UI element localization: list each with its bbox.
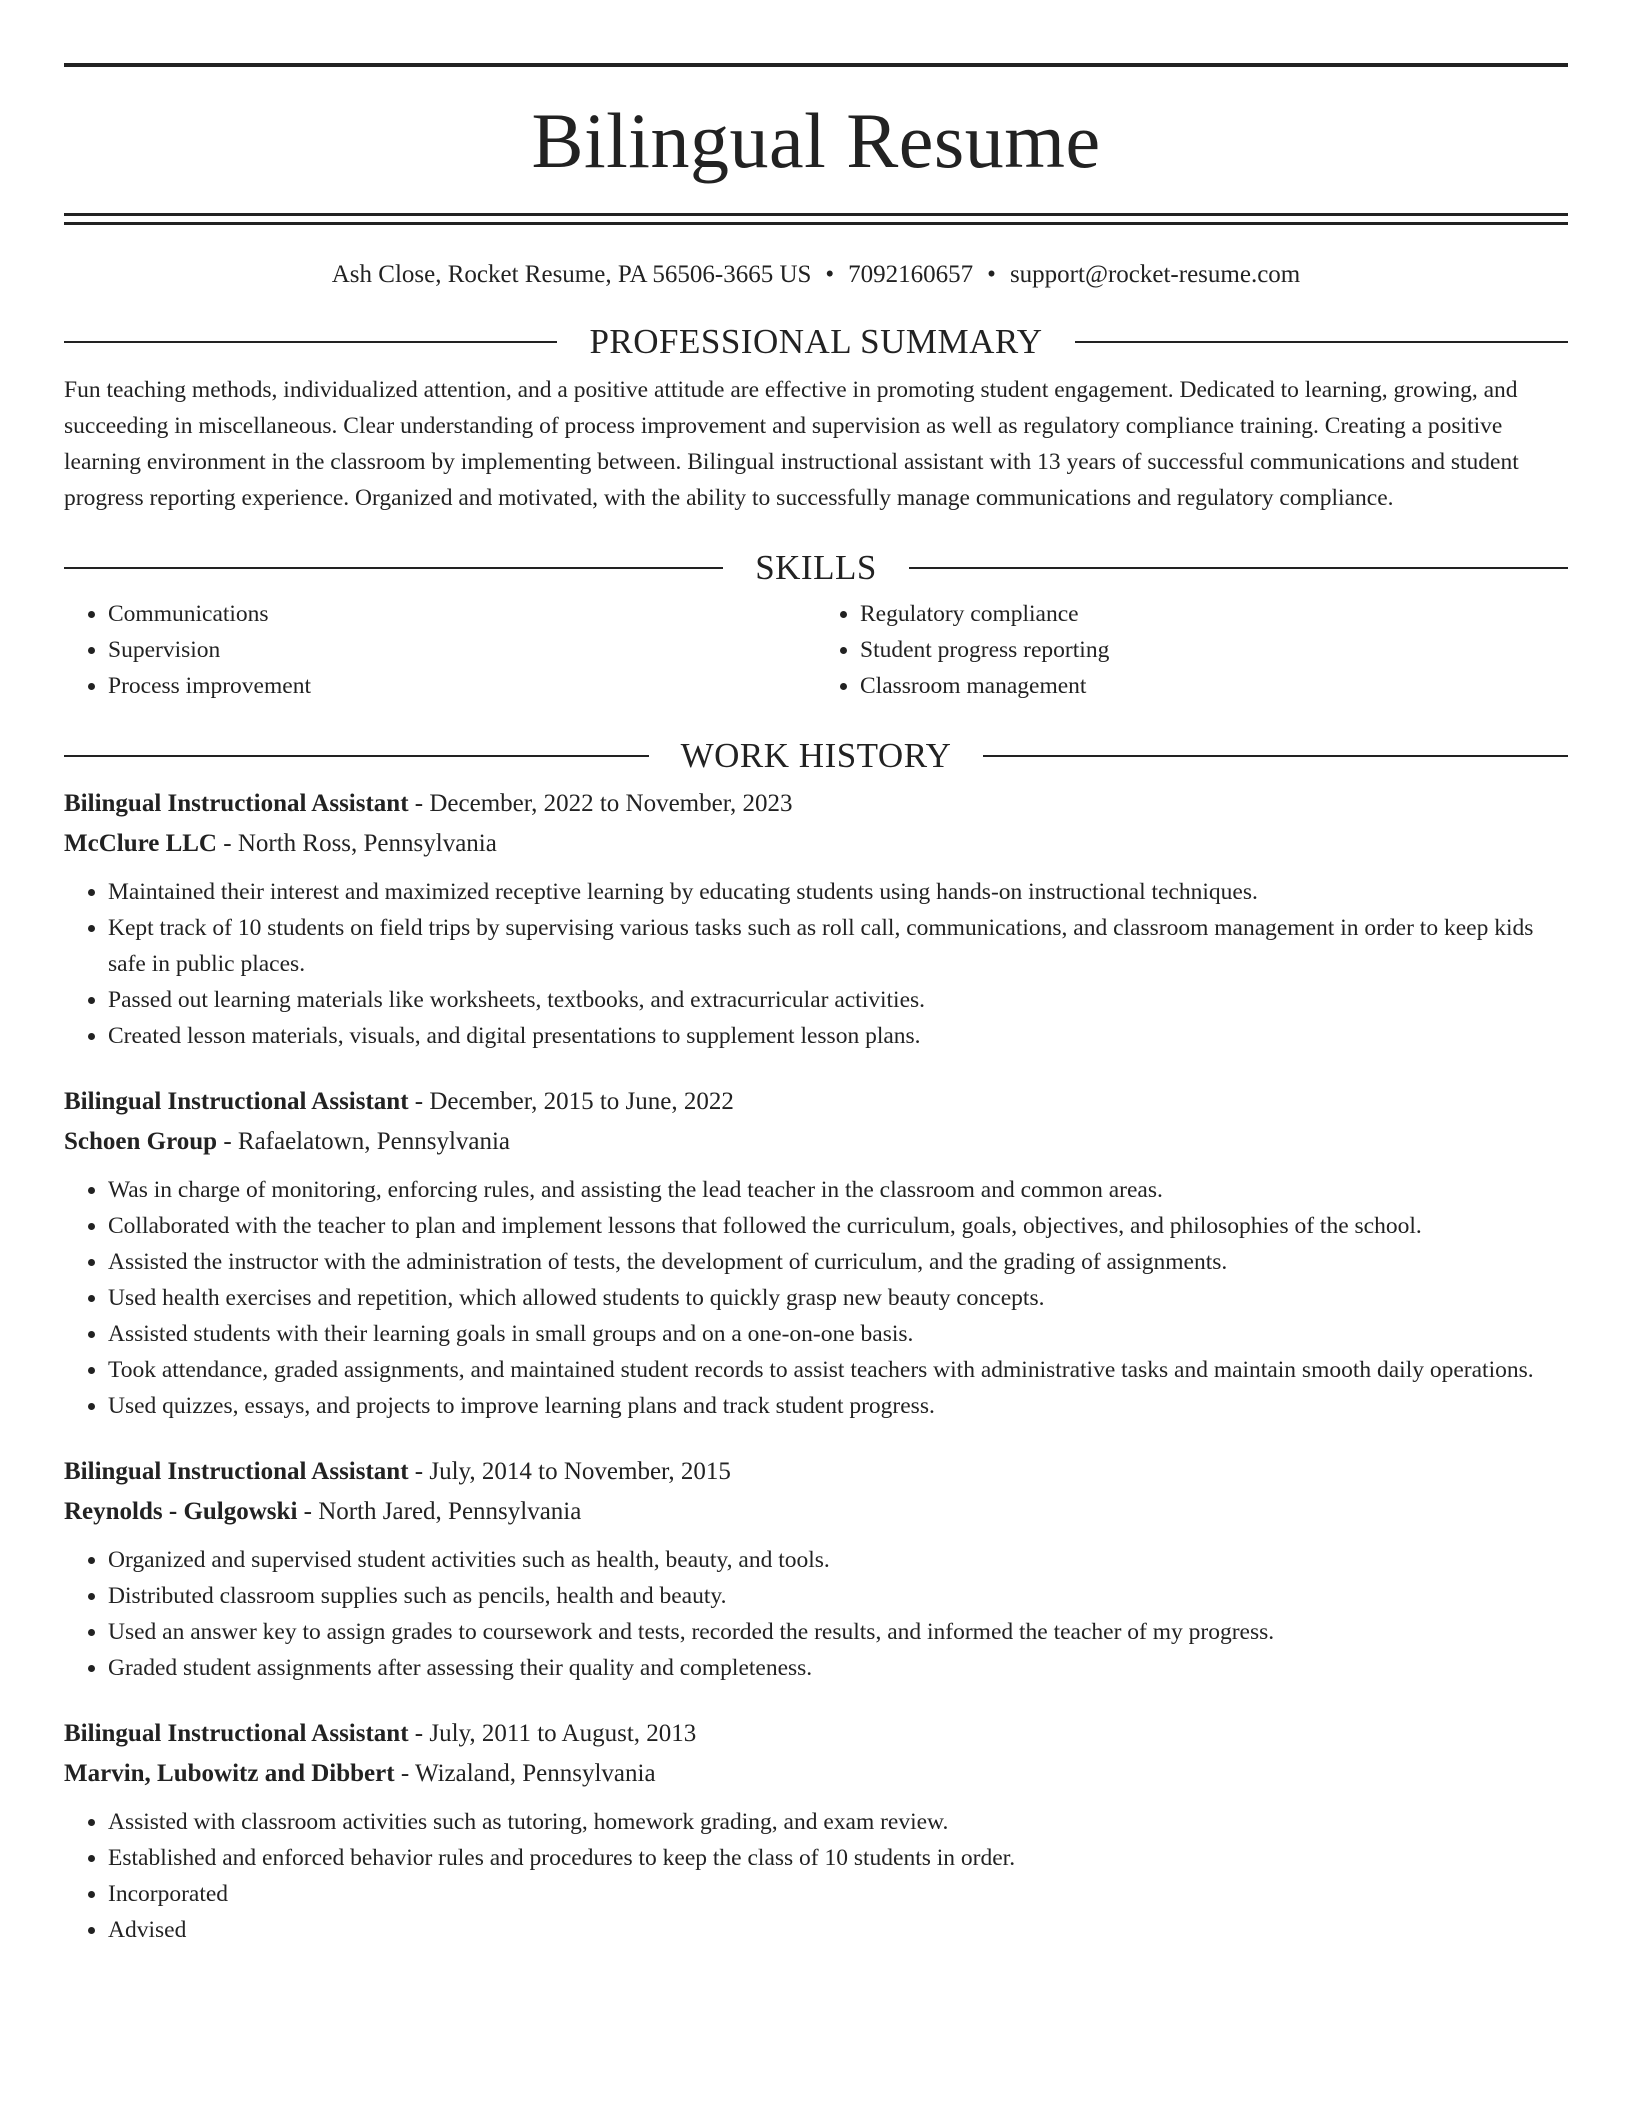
job-bullet: • Passed out learning materials like worksheets, textbooks, and extracurricular activities. xyxy=(108,982,1568,1018)
job-entry xyxy=(64,1714,1568,1948)
job-entry xyxy=(64,784,1568,1054)
job-bullet: • Collaborated with the teacher to plan and implement lessons that followed the curriculum, goals, objectives, and philosophies of the school. xyxy=(108,1208,1568,1244)
job-dates: - December, 2015 to June, 2022 xyxy=(408,1088,734,1115)
job-bullets xyxy=(64,1542,1568,1686)
section-title-skills: SKILLS xyxy=(755,548,877,587)
resume-page xyxy=(64,0,1568,1976)
contact-separator: • xyxy=(825,261,835,288)
job-bullet: • Incorporated xyxy=(108,1876,1568,1912)
skill-item: • Supervision xyxy=(108,632,816,668)
job-bullet: • Took attendance, graded assignments, and maintained student records to assist teachers with administrative tasks and maintain smooth daily operations. xyxy=(108,1352,1568,1388)
skills-column-right xyxy=(816,596,1568,704)
contact-line xyxy=(64,260,1568,290)
job-bullet: • Was in charge of monitoring, enforcing rules, and assisting the lead teacher in the classroom and common areas. xyxy=(108,1172,1568,1208)
job-company-line xyxy=(64,824,1568,864)
job-title: Bilingual Instructional Assistant xyxy=(64,1088,409,1115)
job-title: Bilingual Instructional Assistant xyxy=(64,790,409,817)
job-location: - Rafaelatown, Pennsylvania xyxy=(217,1128,511,1155)
job-bullet: • Graded student assignments after assessing their quality and completeness. xyxy=(108,1650,1568,1686)
job-dates: - December, 2022 to November, 2023 xyxy=(408,790,793,817)
job-bullet: • Used health exercises and repetition, which allowed students to quickly grasp new beauty concepts. xyxy=(108,1280,1568,1316)
section-title-summary: PROFESSIONAL SUMMARY xyxy=(589,322,1043,361)
job-company: Schoen Group xyxy=(64,1128,218,1155)
job-entry xyxy=(64,1452,1568,1686)
job-company: McClure LLC xyxy=(64,830,217,857)
job-dates: - July, 2014 to November, 2015 xyxy=(408,1458,731,1485)
job-bullet: • Distributed classroom supplies such as pencils, health and beauty. xyxy=(108,1578,1568,1614)
job-bullet: • Maintained their interest and maximized receptive learning by educating students using hands-on instructional techniques. xyxy=(108,874,1568,910)
job-company: Marvin, Lubowitz and Dibbert xyxy=(64,1760,395,1787)
job-location: - Wizaland, Pennsylvania xyxy=(394,1760,656,1787)
job-title-line xyxy=(64,1714,1568,1754)
job-location: - North Ross, Pennsylvania xyxy=(217,830,497,857)
summary-text: Fun teaching methods, individualized attention, and a positive attitude are effective in promoting student engagement. Dedicated to learning, growing, and succeeding in miscellaneous. Clear understanding of process improvement and supervision as well as regulatory compliance training. Creating a positive learning environment in the classroom by implementing between. Bilingual instructional assistant with 13 years of successful communications and student progress reporting experience. Organized and motivated, with the ability to successfully manage communications and regulatory compliance. xyxy=(64,377,1519,511)
job-bullets xyxy=(64,1804,1568,1948)
contact-email: support@rocket-resume.com xyxy=(1009,261,1301,288)
skill-item: • Communications xyxy=(108,596,816,632)
job-title: Bilingual Instructional Assistant xyxy=(64,1458,409,1485)
section-rule xyxy=(64,567,723,569)
section-header-skills xyxy=(64,548,1568,588)
job-bullet: • Created lesson materials, visuals, and digital presentations to supplement lesson plans. xyxy=(108,1018,1568,1054)
work-history-list xyxy=(64,784,1568,1948)
skill-item: • Student progress reporting xyxy=(860,632,1568,668)
skills-column-left xyxy=(64,596,816,704)
job-title-line xyxy=(64,1082,1568,1122)
skill-item: • Classroom management xyxy=(860,668,1568,704)
resume-title: Bilingual Resume xyxy=(531,97,1101,184)
skill-item: • Process improvement xyxy=(108,668,816,704)
job-bullets xyxy=(64,874,1568,1054)
job-title-line xyxy=(64,784,1568,824)
job-bullet: • Assisted students with their learning goals in small groups and on a one-on-one basis. xyxy=(108,1316,1568,1352)
job-company-line xyxy=(64,1492,1568,1532)
job-bullet: • Assisted the instructor with the administration of tests, the development of curriculum, and the grading of assignments. xyxy=(108,1244,1568,1280)
job-title: Bilingual Instructional Assistant xyxy=(64,1720,409,1747)
section-header-summary xyxy=(64,322,1568,362)
section-rule xyxy=(983,755,1568,757)
job-bullet: • Used quizzes, essays, and projects to improve learning plans and track student progress. xyxy=(108,1388,1568,1424)
job-company: Reynolds - Gulgowski xyxy=(64,1498,298,1525)
job-dates: - July, 2011 to August, 2013 xyxy=(408,1720,697,1747)
job-bullets xyxy=(64,1172,1568,1424)
job-entry xyxy=(64,1082,1568,1424)
section-header-work xyxy=(64,736,1568,776)
job-bullet: • Advised xyxy=(108,1912,1568,1948)
job-location: - North Jared, Pennsylvania xyxy=(297,1498,582,1525)
job-bullet: • Assisted with classroom activities such as tutoring, homework grading, and exam review. xyxy=(108,1804,1568,1840)
section-rule xyxy=(909,567,1568,569)
contact-phone: 7092160657 xyxy=(848,261,974,288)
job-bullet: • Kept track of 10 students on field trips by supervising various tasks such as roll call, communications, and classroom management in order to keep kids safe in public places. xyxy=(108,910,1568,982)
job-bullet: • Established and enforced behavior rules and procedures to keep the class of 10 students in order. xyxy=(108,1840,1568,1876)
job-bullet: • Used an answer key to assign grades to coursework and tests, recorded the results, and informed the teacher of my progress. xyxy=(108,1614,1568,1650)
contact-separator: • xyxy=(987,261,996,288)
skills-list xyxy=(64,596,1568,704)
job-title-line xyxy=(64,1452,1568,1492)
skill-item: • Regulatory compliance xyxy=(860,596,1568,632)
section-title-work: WORK HISTORY xyxy=(680,736,952,775)
title-double-rule xyxy=(64,213,1568,225)
section-rule xyxy=(64,341,557,343)
job-company-line xyxy=(64,1754,1568,1794)
section-rule xyxy=(64,755,649,757)
top-rule xyxy=(64,63,1568,67)
job-company-line xyxy=(64,1122,1568,1162)
section-rule xyxy=(1075,341,1568,343)
job-bullet: • Organized and supervised student activities such as health, beauty, and tools. xyxy=(108,1542,1568,1578)
contact-address: Ash Close, Rocket Resume, PA 56506-3665 US xyxy=(331,261,812,288)
